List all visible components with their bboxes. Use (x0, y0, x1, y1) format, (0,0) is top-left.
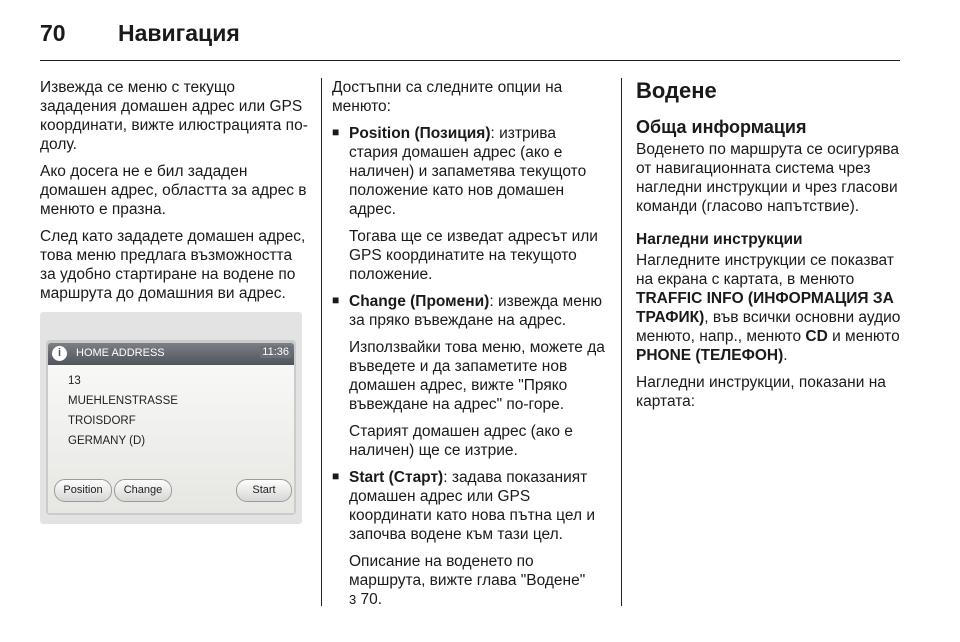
paragraph: Ако досега не е бил зададен домашен адрес, областта за адрес в менюто е празна. (40, 163, 307, 218)
page-title: Навигация (118, 20, 240, 46)
paragraph: Извежда се меню с текущо зададения домашен адрес или GPS координати, вижте илюстрацията по-долу. (40, 79, 308, 153)
option-change: ■ Change (Промени): извежда меню за пряко въвеждане на адрес. Използвайки това меню, можете да въведете и да запаметите нов домашен адрес, вижте "Пряко въвеждане на адрес" по-горе. Старият домашен адрес (ако е наличен) ще се изтрие. (332, 292, 607, 460)
page-ref[interactable]: 70. (356, 591, 383, 608)
start-button[interactable]: Start (236, 479, 292, 502)
option-label: Start (Старт) (349, 469, 444, 486)
info-icon: i (52, 346, 67, 361)
page-header (40, 20, 240, 50)
paragraph: Тогава ще се изведат адресът или GPS координатите на текущото положение. (349, 228, 598, 283)
column-3 (636, 78, 906, 419)
address-country: GERMANY (D) (68, 435, 146, 447)
screen-body (48, 365, 294, 513)
position-button[interactable]: Position (54, 479, 112, 502)
home-address-screen-figure (40, 312, 302, 524)
subsubsection-heading: Нагледни инструкции (636, 231, 803, 248)
paragraph: Използвайки това меню, можете да въведете и да запаметите нов домашен адрес, вижте "Пряко въвеждане на адрес" по-горе. (349, 339, 605, 413)
address-street: MUEHLENSTRASSE (68, 395, 178, 407)
screen-title: HOME ADDRESS (76, 347, 165, 359)
column-divider-2 (621, 78, 622, 606)
change-button[interactable]: Change (114, 479, 172, 502)
page-ref-arrow-icon: 3 (349, 592, 357, 607)
section-heading: Водене (636, 78, 717, 103)
header-divider (40, 60, 900, 61)
paragraph: Старият домашен адрес (ако е наличен) ще се изтрие. (349, 423, 573, 459)
subsection-heading: Обща информация (636, 117, 807, 137)
option-start: ■ Start (Старт): задава показаният домашен адрес или GPS координати като нова пътна цел и започва водене към тази цел. Описание на воденето по маршрута, вижте глава "Водене" 3 70. (332, 468, 607, 609)
column-2 (332, 78, 607, 617)
paragraph: Воденето по маршрута се осигурява от навигационната система чрез нагледни инструкции и чрез гласови команди (гласово напътствие). (636, 141, 899, 215)
paragraph: Нагледни инструкции, показани на картата: (636, 374, 886, 410)
address-house-number: 13 (68, 375, 81, 387)
paragraph: Описание на воденето по маршрута, вижте глава "Водене" 3 70. (349, 553, 586, 608)
option-label: Change (Промени) (349, 293, 490, 310)
screen-clock: 11:36 (262, 346, 289, 358)
paragraph: След като зададете домашен адрес, това меню предлага възможността за удобно стартиране на водене по маршрута до домашния ви адрес. (40, 228, 306, 302)
screen-title-bar (48, 343, 294, 365)
paragraph: Нагледните инструкции се показват на екрана с картата, в менюто TRAFFIC INFO (ИНФОРМАЦИЯ ЗА ТРАФИК), във всички основни аудио менюто, напр., менюто CD и менюто PHONE (ТЕЛЕФОН). (636, 252, 901, 364)
column-divider-1 (321, 78, 322, 606)
option-position: ■ Position (Позиция): изтрива стария домашен адрес (ако е наличен) и запаметява текущото положение като нов домашен адрес. Тогава ще се изведат адресът или GPS координатите на текущото положение. (332, 124, 607, 284)
page-number: 70 (40, 20, 66, 46)
option-label: Position (Позиция) (349, 125, 491, 142)
address-city: TROISDORF (68, 415, 136, 427)
column-1 (40, 78, 308, 311)
paragraph: Достъпни са следните опции на менюто: (332, 79, 563, 115)
